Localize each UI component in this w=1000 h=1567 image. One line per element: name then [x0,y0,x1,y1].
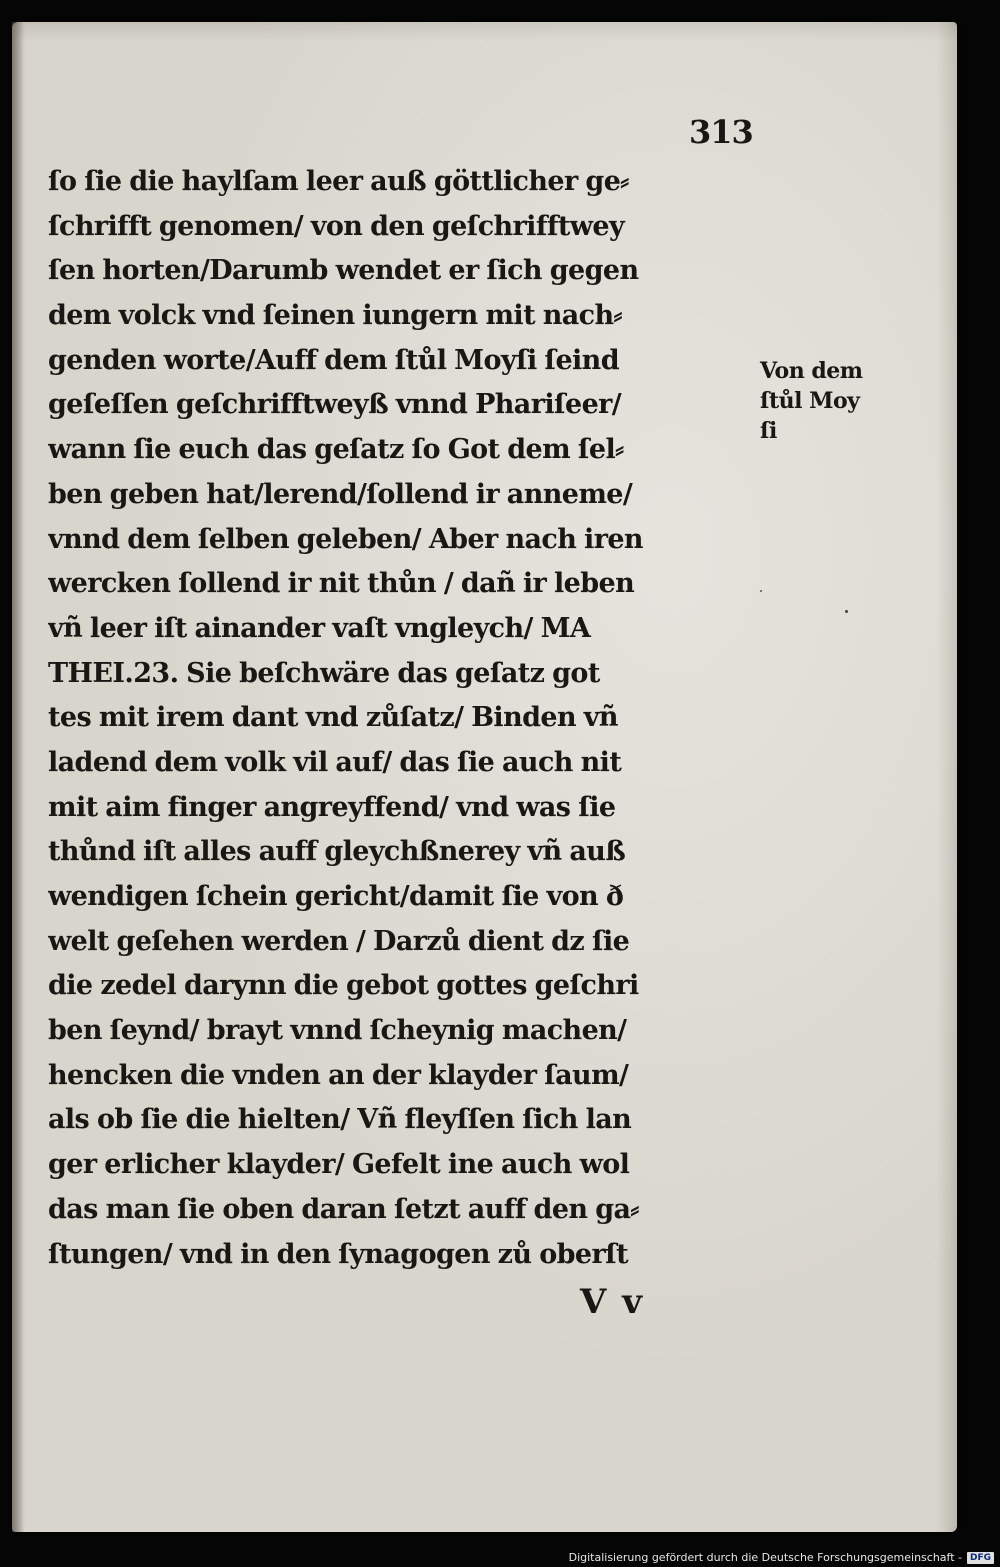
text-line: ſo ſie die haylſam leer auß göttlicher ge⸗ [48,166,629,197]
text-line: dem volck vnd ſeinen iungern mit nach⸗ [48,300,622,332]
text-line: wendigen ſchein gericht/damit ſie von ð [48,881,624,912]
marginal-note-line: Von dem [760,358,863,384]
marginal-note [760,356,940,446]
credit-text: Digitalisierung gefördert durch die Deutsche Forschungsgemeinschaft - [568,1551,962,1564]
marginal-note-line: ſi [760,418,777,444]
text-line: genden worte/Auff dem ſtůl Moyſi ſeind [48,344,619,376]
text-line: ſen horten/Darumb wendet er ſich gegen [48,255,639,287]
text-line: THEI.23. Sie beſchwäre das geſatz got [48,657,600,689]
body-text [48,160,758,1277]
text-line: ben geben hat/lerend/ſollend ir anneme/ [48,478,633,510]
text-line: geſeſſen geſchrifftweyß vnnd Phariſeer/ [48,389,622,421]
text-line: welt geſehen werden / Darzů dient dz ſie [48,925,630,957]
digitization-credit [569,1551,994,1564]
paper-speck [760,590,762,592]
text-line: das man ſie oben daran ſetzt auff den ga⸗ [48,1193,639,1225]
signature-mark: V v [580,1282,644,1322]
text-line: die zedel darynn die gebot gottes geſchri [48,970,639,1002]
text-line: thůnd iſt alles auff gleychßnerey vñ auß [48,836,626,868]
dfg-logo-icon: DFG [967,1552,994,1564]
paper-speck [845,610,848,613]
text-line: tes mit irem dant vnd zůſatz/ Binden vñ [48,702,618,734]
text-line: ſchrifft genomen/ von den geſchrifftwey [48,210,625,242]
text-line: wercken ſollend ir nit thůn / dañ ir leben [48,568,635,600]
text-line: ladend dem volk vil auf/ das ſie auch nit [48,746,622,778]
marginal-note-line: ſtůl Moy [760,388,860,414]
page-number: 313 [689,113,753,151]
text-line: wann ſie euch das geſatz ſo Got dem ſel⸗ [48,434,624,466]
text-line: ſtungen/ vnd in den ſynagogen zů oberſt [48,1238,629,1270]
text-line: ben ſeynd/ brayt vnnd ſcheynig machen/ [48,1015,627,1047]
text-line: hencken die vnden an der klayder ſaum/ [48,1059,629,1091]
text-line: mit aim finger angreyffend/ vnd was ſie [48,791,616,823]
text-line: vñ leer iſt ainander vaſt vngleych/ MA [48,612,591,644]
page-gutter-shadow [12,22,24,1532]
text-line: als ob ſie die hielten/ Vñ fleyſſen ſich lan [48,1104,632,1136]
text-line: ger erlicher klayder/ Gefelt ine auch wol [48,1149,630,1181]
text-line: vnnd dem ſelben geleben/ Aber nach iren [48,523,643,555]
